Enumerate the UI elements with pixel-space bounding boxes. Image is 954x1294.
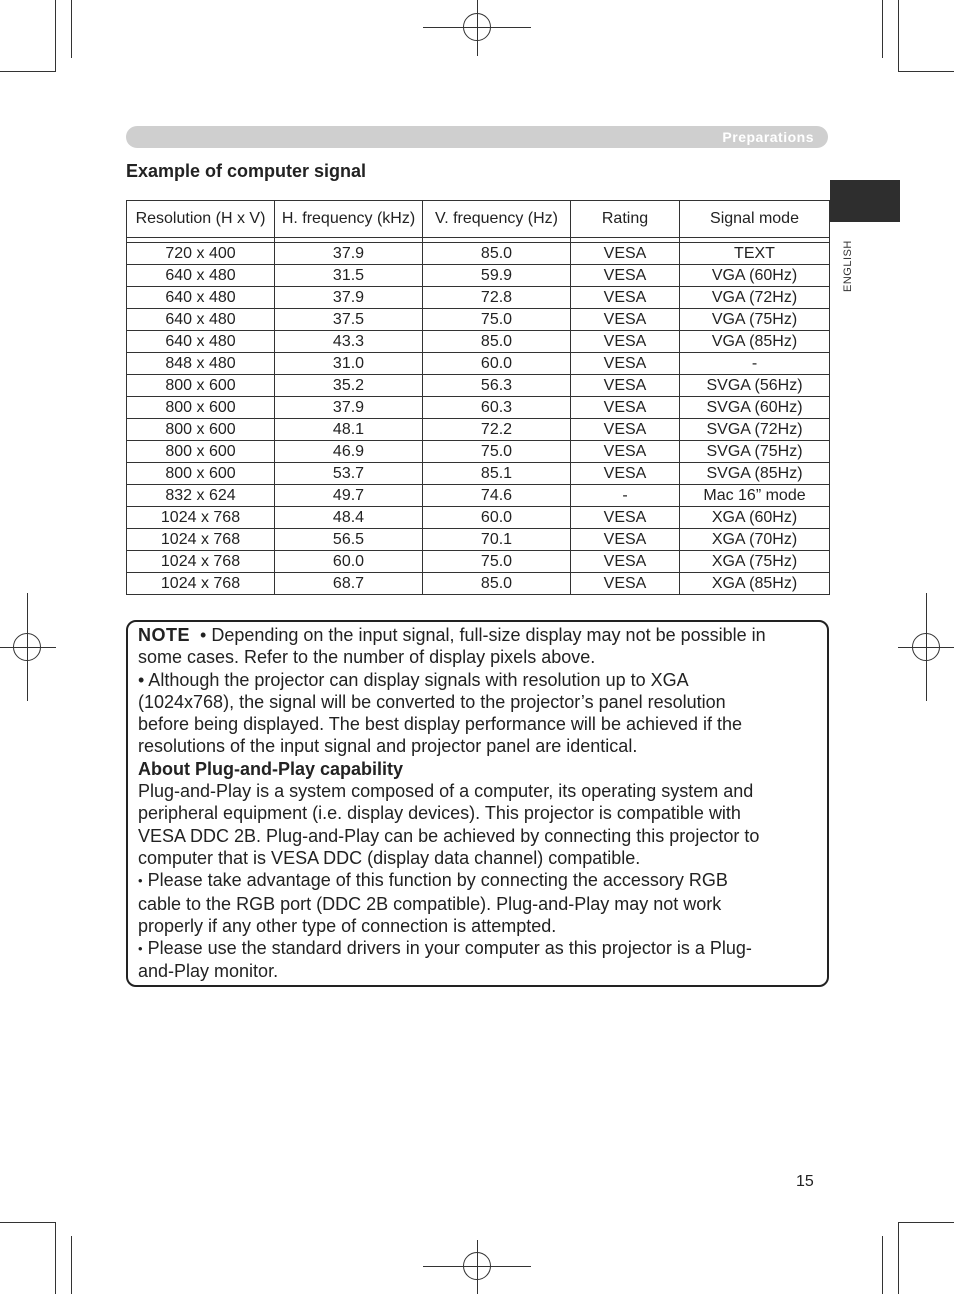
table-cell: SVGA (72Hz) bbox=[680, 419, 830, 441]
column-header: Rating bbox=[571, 201, 680, 238]
table-cell: VESA bbox=[571, 507, 680, 529]
table-cell: 832 x 624 bbox=[127, 485, 275, 507]
table-cell: VESA bbox=[571, 265, 680, 287]
language-tab bbox=[830, 180, 900, 222]
table-cell: 800 x 600 bbox=[127, 375, 275, 397]
language-label: ENGLISH bbox=[842, 240, 854, 292]
table-cell: 35.2 bbox=[275, 375, 423, 397]
table-cell: 56.5 bbox=[275, 529, 423, 551]
table-row bbox=[127, 265, 830, 287]
table-cell: VESA bbox=[571, 397, 680, 419]
table-cell: - bbox=[680, 353, 830, 375]
table-cell: VESA bbox=[571, 375, 680, 397]
note-line: properly if any other type of connection is attempted. bbox=[138, 915, 557, 936]
table-cell: VESA bbox=[571, 287, 680, 309]
table-cell: 60.0 bbox=[423, 507, 571, 529]
table-row bbox=[127, 529, 830, 551]
table-cell: VGA (75Hz) bbox=[680, 309, 830, 331]
table-cell: 31.5 bbox=[275, 265, 423, 287]
table-row bbox=[127, 507, 830, 529]
column-header: Signal mode bbox=[680, 201, 830, 238]
note-line: some cases. Refer to the number of display pixels above. bbox=[138, 647, 596, 668]
note-line: Plug-and-Play is a system composed of a computer, its operating system and bbox=[138, 781, 754, 802]
section-title: Example of computer signal bbox=[126, 161, 367, 181]
table-cell: 848 x 480 bbox=[127, 353, 275, 375]
table-cell: SVGA (60Hz) bbox=[680, 397, 830, 419]
table-cell: VGA (60Hz) bbox=[680, 265, 830, 287]
note-box bbox=[126, 620, 829, 987]
table-cell: 74.6 bbox=[423, 485, 571, 507]
table-row bbox=[127, 463, 830, 485]
note-subheading: About Plug-and-Play capability bbox=[138, 758, 404, 779]
table-cell: XGA (70Hz) bbox=[680, 529, 830, 551]
table-cell: 640 x 480 bbox=[127, 265, 275, 287]
table-cell: VESA bbox=[571, 419, 680, 441]
note-line: cable to the RGB port (DDC 2B compatible). Plug-and-Play may not work bbox=[138, 893, 722, 914]
table-cell: 800 x 600 bbox=[127, 463, 275, 485]
section-label: Preparations bbox=[722, 129, 814, 145]
table-row bbox=[127, 397, 830, 419]
table-cell: SVGA (56Hz) bbox=[680, 375, 830, 397]
table-cell: 640 x 480 bbox=[127, 309, 275, 331]
table-header-row bbox=[127, 201, 830, 238]
table-cell: 59.9 bbox=[423, 265, 571, 287]
table-cell: 46.9 bbox=[275, 441, 423, 463]
table-cell: Mac 16” mode bbox=[680, 485, 830, 507]
table-row bbox=[127, 551, 830, 573]
table-cell: 48.1 bbox=[275, 419, 423, 441]
note-tag: NOTE bbox=[138, 625, 191, 645]
table-cell: 85.0 bbox=[423, 573, 571, 595]
column-header: V. frequency (Hz) bbox=[423, 201, 571, 238]
table-cell: 49.7 bbox=[275, 485, 423, 507]
note-line: VESA DDC 2B. Plug-and-Play can be achieved by connecting this projector to bbox=[138, 825, 760, 846]
table-cell: 1024 x 768 bbox=[127, 529, 275, 551]
note-line: peripheral equipment (i.e. display devices). This projector is compatible with bbox=[138, 803, 741, 824]
table-cell: 75.0 bbox=[423, 309, 571, 331]
table-cell: VESA bbox=[571, 529, 680, 551]
note-line: • Please use the standard drivers in your computer as this projector is a Plug- bbox=[138, 938, 752, 959]
table-row bbox=[127, 485, 830, 507]
signal-table bbox=[126, 200, 830, 595]
note-line: computer that is VESA DDC (display data channel) compatible. bbox=[138, 847, 641, 868]
table-row bbox=[127, 309, 830, 331]
column-header: H. frequency (kHz) bbox=[275, 201, 423, 238]
table-cell: VESA bbox=[571, 463, 680, 485]
table-row bbox=[127, 375, 830, 397]
table-row bbox=[127, 419, 830, 441]
table-row bbox=[127, 287, 830, 309]
table-cell: 37.5 bbox=[275, 309, 423, 331]
table-cell: 800 x 600 bbox=[127, 397, 275, 419]
table-cell: TEXT bbox=[680, 243, 830, 265]
table-cell: - bbox=[571, 485, 680, 507]
note-line: • Please take advantage of this function by connecting the accessory RGB bbox=[138, 870, 728, 891]
table-cell: XGA (75Hz) bbox=[680, 551, 830, 573]
table-cell: 1024 x 768 bbox=[127, 507, 275, 529]
table-row bbox=[127, 243, 830, 265]
table-cell: 37.9 bbox=[275, 243, 423, 265]
table-cell: 70.1 bbox=[423, 529, 571, 551]
page-number: 15 bbox=[796, 1173, 814, 1190]
table-cell: 37.9 bbox=[275, 397, 423, 419]
table-cell: 53.7 bbox=[275, 463, 423, 485]
table-cell: VESA bbox=[571, 573, 680, 595]
table-body bbox=[127, 243, 830, 595]
table-cell: 72.2 bbox=[423, 419, 571, 441]
table-cell: 60.0 bbox=[275, 551, 423, 573]
table-cell: VESA bbox=[571, 441, 680, 463]
table-cell: 75.0 bbox=[423, 551, 571, 573]
note-line: • Although the projector can display signals with resolution up to XGA bbox=[138, 669, 689, 690]
table-cell: 800 x 600 bbox=[127, 419, 275, 441]
section-header-bar bbox=[126, 126, 828, 148]
table-cell: 85.0 bbox=[423, 243, 571, 265]
table-cell: SVGA (75Hz) bbox=[680, 441, 830, 463]
table-cell: 75.0 bbox=[423, 441, 571, 463]
bullet-icon: • bbox=[138, 941, 143, 957]
table-cell: XGA (85Hz) bbox=[680, 573, 830, 595]
table-cell: VESA bbox=[571, 551, 680, 573]
table-cell: 43.3 bbox=[275, 331, 423, 353]
table-cell: 68.7 bbox=[275, 573, 423, 595]
table-cell: 85.0 bbox=[423, 331, 571, 353]
table-cell: 72.8 bbox=[423, 287, 571, 309]
table-cell: 37.9 bbox=[275, 287, 423, 309]
table-cell: VESA bbox=[571, 309, 680, 331]
note-line: (1024x768), the signal will be converted to the projector’s panel resolution bbox=[138, 691, 726, 712]
table-cell: 1024 x 768 bbox=[127, 573, 275, 595]
table-row bbox=[127, 441, 830, 463]
note-line: resolutions of the input signal and projector panel are identical. bbox=[138, 736, 638, 757]
table-cell: 60.3 bbox=[423, 397, 571, 419]
note-line: NOTE • Depending on the input signal, full-size display may not be possible in bbox=[138, 625, 766, 645]
table-cell: 85.1 bbox=[423, 463, 571, 485]
table-cell: VESA bbox=[571, 331, 680, 353]
table-cell: 1024 x 768 bbox=[127, 551, 275, 573]
table-row bbox=[127, 353, 830, 375]
table-cell: VESA bbox=[571, 243, 680, 265]
table-cell: 48.4 bbox=[275, 507, 423, 529]
note-line: before being displayed. The best display performance will be achieved if the bbox=[138, 714, 743, 735]
table-cell: 640 x 480 bbox=[127, 331, 275, 353]
table-row bbox=[127, 331, 830, 353]
table-cell: 800 x 600 bbox=[127, 441, 275, 463]
note-line: and-Play monitor. bbox=[138, 961, 279, 982]
table-cell: VGA (85Hz) bbox=[680, 331, 830, 353]
table-cell: VESA bbox=[571, 353, 680, 375]
column-header: Resolution (H x V) bbox=[127, 201, 275, 238]
table-row bbox=[127, 573, 830, 595]
table-cell: 720 x 400 bbox=[127, 243, 275, 265]
table-cell: VGA (72Hz) bbox=[680, 287, 830, 309]
table-cell: 31.0 bbox=[275, 353, 423, 375]
table-cell: SVGA (85Hz) bbox=[680, 463, 830, 485]
bullet-icon: • bbox=[138, 873, 143, 889]
table-cell: 56.3 bbox=[423, 375, 571, 397]
table-cell: XGA (60Hz) bbox=[680, 507, 830, 529]
table-cell: 640 x 480 bbox=[127, 287, 275, 309]
table-cell: 60.0 bbox=[423, 353, 571, 375]
